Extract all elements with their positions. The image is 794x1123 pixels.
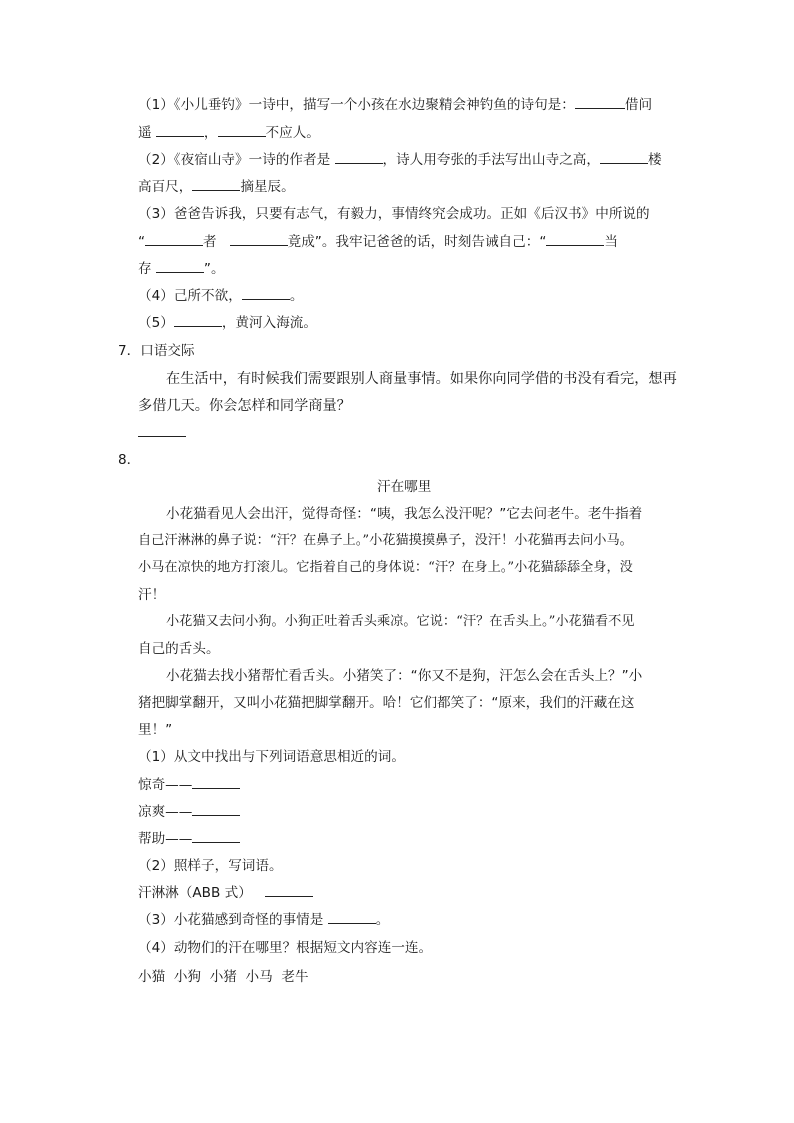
q8-sub2: （2）照样子，写词语。 [138,858,283,874]
animal-item[interactable]: 小猫 [138,969,166,985]
q6-item3-line1: （3）爸爸告诉我，只要有志气，有毅力，事情终究会成功。正如《后汉书》中所说的 [138,206,650,222]
q6-item1-line2: 遥 ， 不应人。 [138,125,320,141]
animal-item[interactable]: 小马 [245,969,273,985]
animal-item[interactable]: 小猪 [209,969,237,985]
passage-line: 猪把脚掌翻开，又叫小花猫把脚掌翻开。哈！它们都笑了：“原来，我们的汗藏在这 [138,695,635,711]
q6-item4: （4）己所不欲， 。 [138,288,304,304]
q6-item2-line1: （2）《夜宿山寺》一诗的作者是 ，诗人用夸张的手法写出山寺之高， 楼 [138,152,662,168]
q8-word1: 惊奇—— [138,775,240,795]
q8-word3: 帮助—— [138,829,240,849]
q8-sub3: （3）小花猫感到奇怪的事情是 。 [138,912,390,928]
answer-blank[interactable] [192,802,240,816]
q8-word2: 凉爽—— [138,802,240,822]
q8-passage-title: 汗在哪里 [377,479,432,495]
passage-line: 自己的舌头。 [138,641,220,657]
passage-line: 小花猫又去问小狗。小狗正吐着舌头乘凉。它说：“汗？在舌头上。”小花猫看不见 [166,614,635,629]
answer-blank[interactable] [328,910,376,924]
answer-blank[interactable] [546,232,604,246]
q6-item2-line2: 高百尺， 摘星辰。 [138,179,295,195]
answer-blank[interactable] [138,423,186,437]
q6-item3-line2: “ 者 竟成”。我牢记爸爸的话，时刻告诫自己：“ 当 [138,234,618,250]
q7-prompt-line2: 多借几天。你会怎样和同学商量？ [138,398,351,414]
q8-sub4: （4）动物们的汗在哪里？根据短文内容连一连。 [138,940,433,956]
answer-blank[interactable] [242,286,290,300]
q7-prompt-line1: 在生活中，有时候我们需要跟别人商量事情。如果你向同学借的书没有看完，想再 [166,371,677,387]
passage-line: 小马在凉快的地方打滚儿。它指着自己的身体说：“汗？在身上。”小花猫舔舔全身，没 [138,560,633,575]
passage-line: 自己汗淋淋的鼻子说：“汗？在鼻子上。”小花猫摸摸鼻子，没汗！小花猫再去问小马。 [138,533,633,548]
q8-number: 8． [118,452,141,468]
answer-blank[interactable] [335,150,383,164]
q8-sub2-example: 汗淋淋（ABB 式） [138,883,313,903]
passage-line: 汗！ [138,587,166,603]
q6-item3-line3: 存 ”。 [138,261,225,277]
passage-line: 小花猫去找小猪帮忙看舌头。小猪笑了：“你又不是狗，汗怎么会在舌头上？”小 [166,668,643,684]
answer-blank[interactable] [600,150,648,164]
answer-blank[interactable] [156,123,204,137]
answer-blank[interactable] [265,883,313,897]
answer-blank[interactable] [575,95,625,109]
answer-blank[interactable] [230,232,288,246]
q6-item1-line1: （1）《小儿垂钓》一诗中，描写一个小孩在水边聚精会神钓鱼的诗句是： 借问 [138,97,653,113]
animal-item[interactable]: 小狗 [173,969,202,985]
animal-item[interactable]: 老牛 [281,969,309,985]
answer-blank[interactable] [218,123,266,137]
answer-blank[interactable] [156,259,204,273]
animal-list [138,967,309,987]
q8-sub1: （1）从文中找出与下列词语意思相近的词。 [138,749,405,765]
answer-blank[interactable] [174,313,222,327]
answer-blank[interactable] [145,232,203,246]
q7-answer-line[interactable] [138,423,186,443]
passage-line: 里！” [138,722,173,738]
answer-blank[interactable] [192,177,240,191]
passage-line: 小花猫看见人会出汗，觉得奇怪：“咦，我怎么没汗呢？”它去问老牛。老牛指着 [166,506,643,522]
q6-item5: （5） ，黄河入海流。 [138,315,317,331]
answer-blank[interactable] [192,829,240,843]
q7-heading: 7．口语交际 [118,343,195,359]
answer-blank[interactable] [192,775,240,789]
